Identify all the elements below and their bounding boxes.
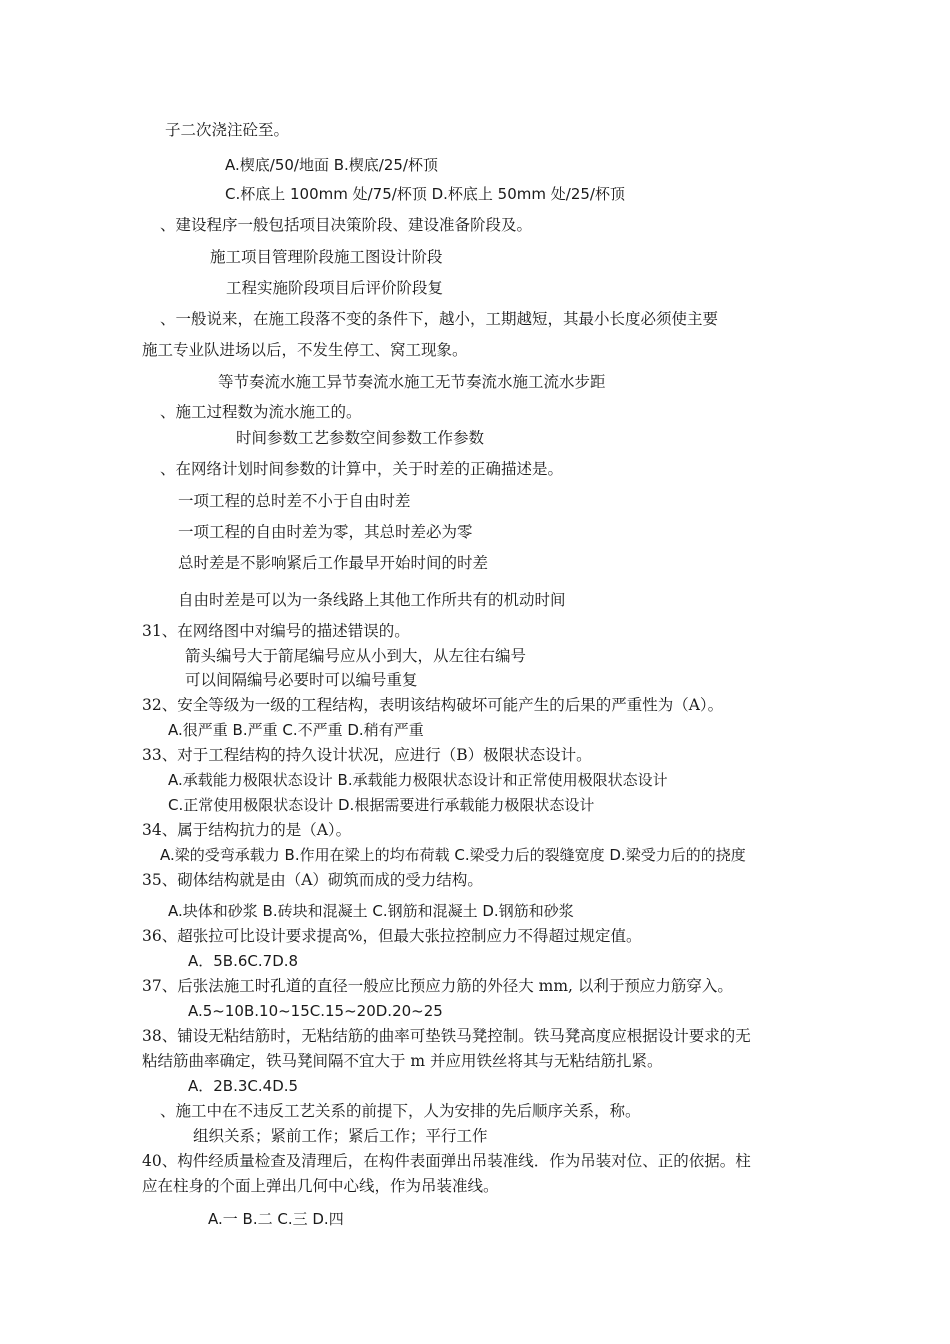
question-line: 33、对于工程结构的持久设计状况，应进行（B）极限状态设计。	[142, 746, 592, 764]
question-line: 、施工中在不违反工艺关系的前提下，人为安排的先后顺序关系，称。	[160, 1102, 641, 1120]
question-line: 35、砌体结构就是由（A）砌筑而成的受力结构。	[142, 871, 483, 889]
question-line: 34、属于结构抗力的是（A）。	[142, 821, 352, 839]
question-line: 施工专业队进场以后，不发生停工、窝工现象。	[142, 341, 468, 359]
option-line: A.承载能力极限状态设计 B.承载能力极限状态设计和正常使用极限状态设计	[168, 771, 668, 789]
option-line: C.正常使用极限状态设计 D.根据需要进行承载能力极限状态设计	[168, 796, 595, 814]
option-line: A.楔底/50/地面 B.楔底/25/杯顶	[225, 156, 438, 174]
option-line: A．2B.3C.4D.5	[188, 1077, 299, 1095]
option-line: 自由时差是可以为一条线路上其他工作所共有的机动时间	[178, 591, 566, 609]
option-line: 箭头编号大于箭尾编号应从小到大，从左往右编号	[185, 647, 527, 665]
question-line: 应在柱身的个面上弹出几何中心线，作为吊装准线。	[142, 1177, 499, 1195]
question-line: 37、后张法施工时孔道的直径一般应比预应力筋的外径大 mm, 以利于预应力筋穿入。	[142, 977, 733, 995]
option-line: A.梁的受弯承载力 B.作用在梁上的均布荷载 C.梁受力后的裂缝宽度 D.梁受力后的的挠度	[160, 846, 746, 864]
option-line: 可以间隔编号必要时可以编号重复	[185, 671, 418, 689]
question-line: 粘结筋曲率确定，铁马凳间隔不宜大于 m 并应用铁丝将其与无粘结筋扎紧。	[142, 1052, 663, 1070]
option-line: A.5~10B.10~15C.15~20D.20~25	[188, 1002, 443, 1020]
option-line: A.很严重 B.严重 C.不严重 D.稍有严重	[168, 721, 424, 739]
option-line: 工程实施阶段项目后评价阶段复	[226, 279, 444, 297]
option-line: 组织关系；紧前工作；紧后工作；平行工作	[193, 1127, 488, 1145]
question-line: 40、构件经质量检查及清理后，在构件表面弹出吊装准线．作为吊装对位、正的依据。柱	[142, 1152, 751, 1170]
option-line: 时间参数工艺参数空间参数工作参数	[236, 429, 485, 447]
question-line: 、在网络计划时间参数的计算中，关于时差的正确描述是。	[160, 460, 564, 478]
option-line: 总时差是不影响紧后工作最早开始时间的时差	[178, 554, 489, 572]
option-line: 一项工程的自由时差为零，其总时差必为零	[178, 523, 473, 541]
question-line: 31、在网络图中对编号的描述错误的。	[142, 622, 410, 640]
question-line: 38、铺设无粘结筋时，无粘结筋的曲率可垫铁马凳控制。铁马凳高度应根据设计要求的无	[142, 1027, 751, 1045]
option-line: C.杯底上 100mm 处/75/杯顶 D.杯底上 50mm 处/25/杯顶	[225, 185, 625, 203]
question-line: 、施工过程数为流水施工的。	[160, 403, 362, 421]
option-line: A.块体和砂浆 B.砖块和混凝土 C.钢筋和混凝土 D.钢筋和砂浆	[168, 902, 574, 920]
option-line: 一项工程的总时差不小于自由时差	[178, 492, 411, 510]
question-line: 32、安全等级为一级的工程结构，表明该结构破坏可能产生的后果的严重性为（A）。	[142, 696, 724, 714]
option-line: 施工项目管理阶段施工图设计阶段	[210, 248, 443, 266]
question-line: 36、超张拉可比设计要求提高%，但最大张拉控制应力不得超过规定值。	[142, 927, 642, 945]
text-line: 子二次浇注砼至。	[165, 121, 290, 139]
option-line: A．5B.6C.7D.8	[188, 952, 299, 970]
question-line: 、建设程序一般包括项目决策阶段、建设准备阶段及。	[160, 216, 533, 234]
question-line: 、一般说来，在施工段落不变的条件下，越小，工期越短，其最小长度必须使主要	[160, 310, 719, 328]
option-line: 等节奏流水施工异节奏流水施工无节奏流水施工流水步距	[218, 373, 606, 391]
option-line: A.一 B.二 C.三 D.四	[208, 1210, 344, 1228]
